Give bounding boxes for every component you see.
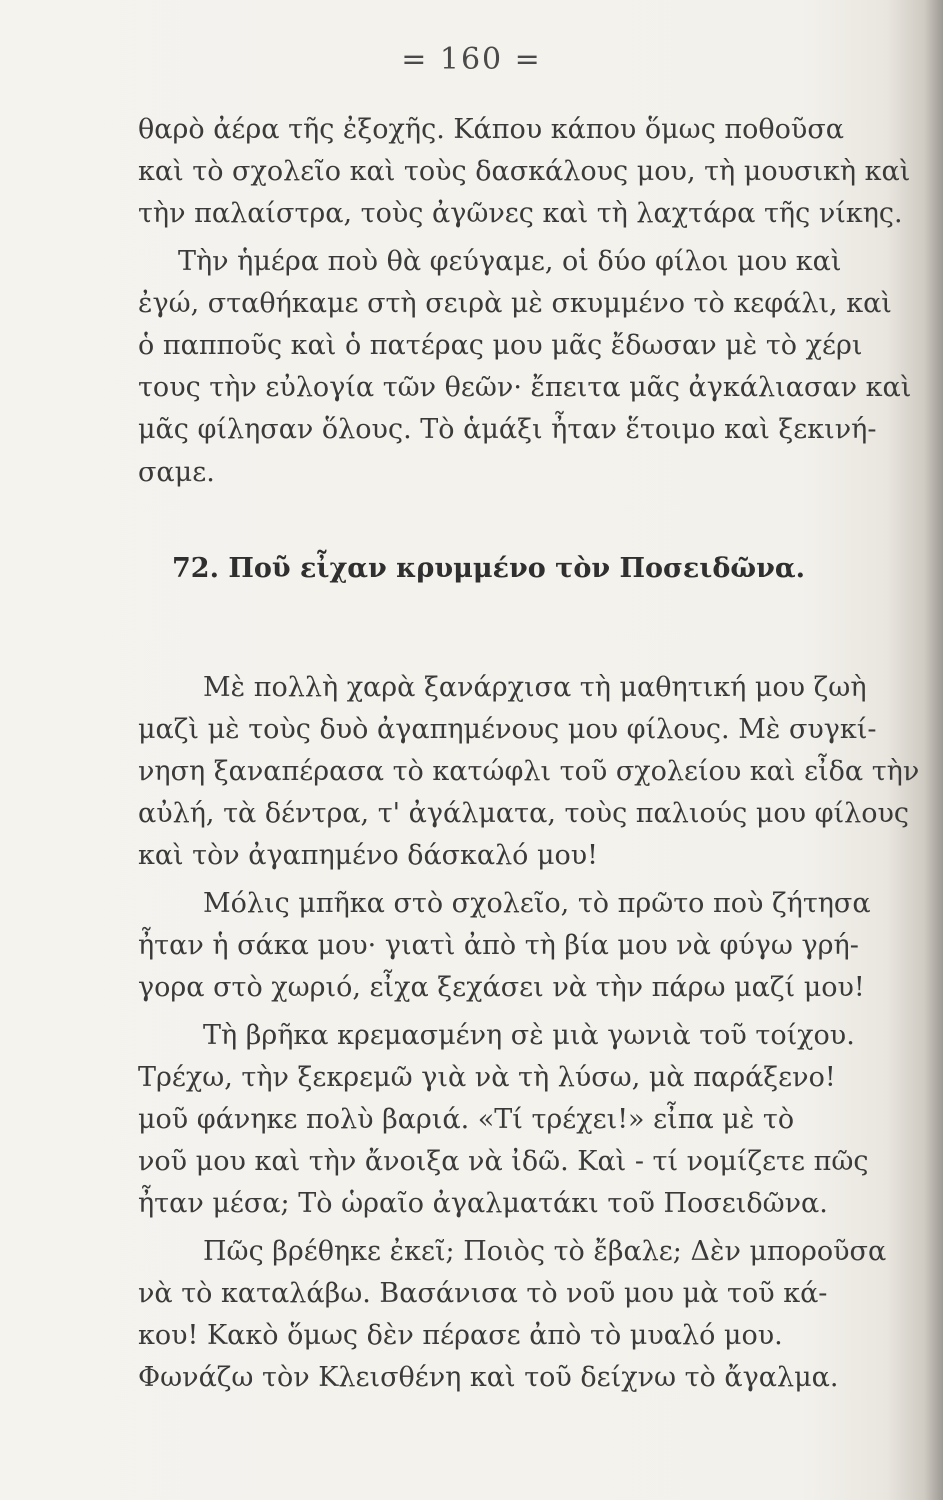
text-line: ὁ παπποῦς καὶ ὁ πατέρας μου μᾶς ἔδωσαν μὲ τὸ χέρι	[138, 330, 863, 361]
text-line: ἦταν ἡ σάκα μου· γιατὶ ἀπὸ τὴ βία μου νὰ φύγω γρή-	[138, 930, 859, 961]
text-line: τὴν παλαίστρα, τοὺς ἀγῶνες καὶ τὴ λαχτάρα τῆς νίκης.	[138, 198, 903, 229]
text-line: νοῦ μου καὶ τὴν ἄνοιξα νὰ ἰδῶ. Καὶ - τί νομίζετε πῶς	[138, 1146, 869, 1177]
text-line: γορα στὸ χωριό, εἶχα ξεχάσει νὰ τὴν πάρω μαζί μου!	[138, 972, 865, 1003]
text-line: νηση ξαναπέρασα τὸ κατώφλι τοῦ σχολείου καὶ εἶδα τὴν	[138, 756, 920, 787]
text-line: μοῦ φάνηκε πολὺ βαριά. «Τί τρέχει!» εἶπα μὲ τὸ	[138, 1104, 795, 1135]
text-line: τους τὴν εὐλογία τῶν θεῶν· ἔπειτα μᾶς ἀγκάλιασαν καὶ	[138, 372, 912, 403]
text-line: Πῶς βρέθηκε ἐκεῖ; Ποιὸς τὸ ἔβαλε; Δὲν μποροῦσα	[203, 1236, 887, 1267]
text-line: καὶ τὸν ἀγαπημένο δάσκαλό μου!	[138, 840, 598, 871]
text-line: καὶ τὸ σχολεῖο καὶ τοὺς δασκάλους μου, τὴ μουσικὴ καὶ	[138, 156, 911, 187]
text-line: Φωνάζω τὸν Κλεισθένη καὶ τοῦ δείχνω τὸ ἄγαλμα.	[138, 1362, 839, 1393]
text-line: σαμε.	[138, 457, 215, 488]
text-line: ἐγώ, σταθήκαμε στὴ σειρὰ μὲ σκυμμένο τὸ κεφάλι, καὶ	[138, 288, 892, 319]
text-line: Τὴ βρῆκα κρεμασμένη σὲ μιὰ γωνιὰ τοῦ τοίχου.	[203, 1020, 855, 1051]
text-line: νὰ τὸ καταλάβω. Βασάνισα τὸ νοῦ μου μὰ τοῦ κά-	[138, 1278, 828, 1309]
text-line: αὐλή, τὰ δέντρα, τ' ἀγάλματα, τοὺς παλιούς μου φίλους	[138, 798, 910, 829]
text-line: Μόλις μπῆκα στὸ σχολεῖο, τὸ πρῶτο ποὺ ζήτησα	[203, 888, 871, 919]
text-line: Τρέχω, τὴν ξεκρεμῶ γιὰ νὰ τὴ λύσω, μὰ παράξενο!	[138, 1062, 836, 1093]
text-line: Μὲ πολλὴ χαρὰ ξανάρχισα τὴ μαθητική μου ζωὴ	[203, 672, 867, 703]
text-line: Τὴν ἡμέρα ποὺ θὰ φεύγαμε, οἱ δύο φίλοι μου καὶ	[178, 246, 842, 277]
text-line: μαζὶ μὲ τοὺς δυὸ ἀγαπημένους μου φίλους. Μὲ συγκί-	[138, 714, 877, 745]
text-line: θαρὸ ἀέρα τῆς ἐξοχῆς. Κάπου κάπου ὅμως ποθοῦσα	[138, 114, 844, 145]
text-line: μᾶς φίλησαν ὅλους. Τὸ ἁμάξι ἦταν ἕτοιμο καὶ ξεκινή-	[138, 414, 877, 445]
section-heading: 72. Ποῦ εἶχαν κρυμμένο τὸν Ποσειδῶνα.	[172, 553, 805, 584]
page-number: = 160 =	[401, 42, 542, 77]
text-line: κου! Κακὸ ὅμως δὲν πέρασε ἀπὸ τὸ μυαλό μου.	[138, 1320, 783, 1351]
text-line: ἦταν μέσα; Τὸ ὡραῖο ἀγαλματάκι τοῦ Ποσειδῶνα.	[138, 1188, 828, 1219]
